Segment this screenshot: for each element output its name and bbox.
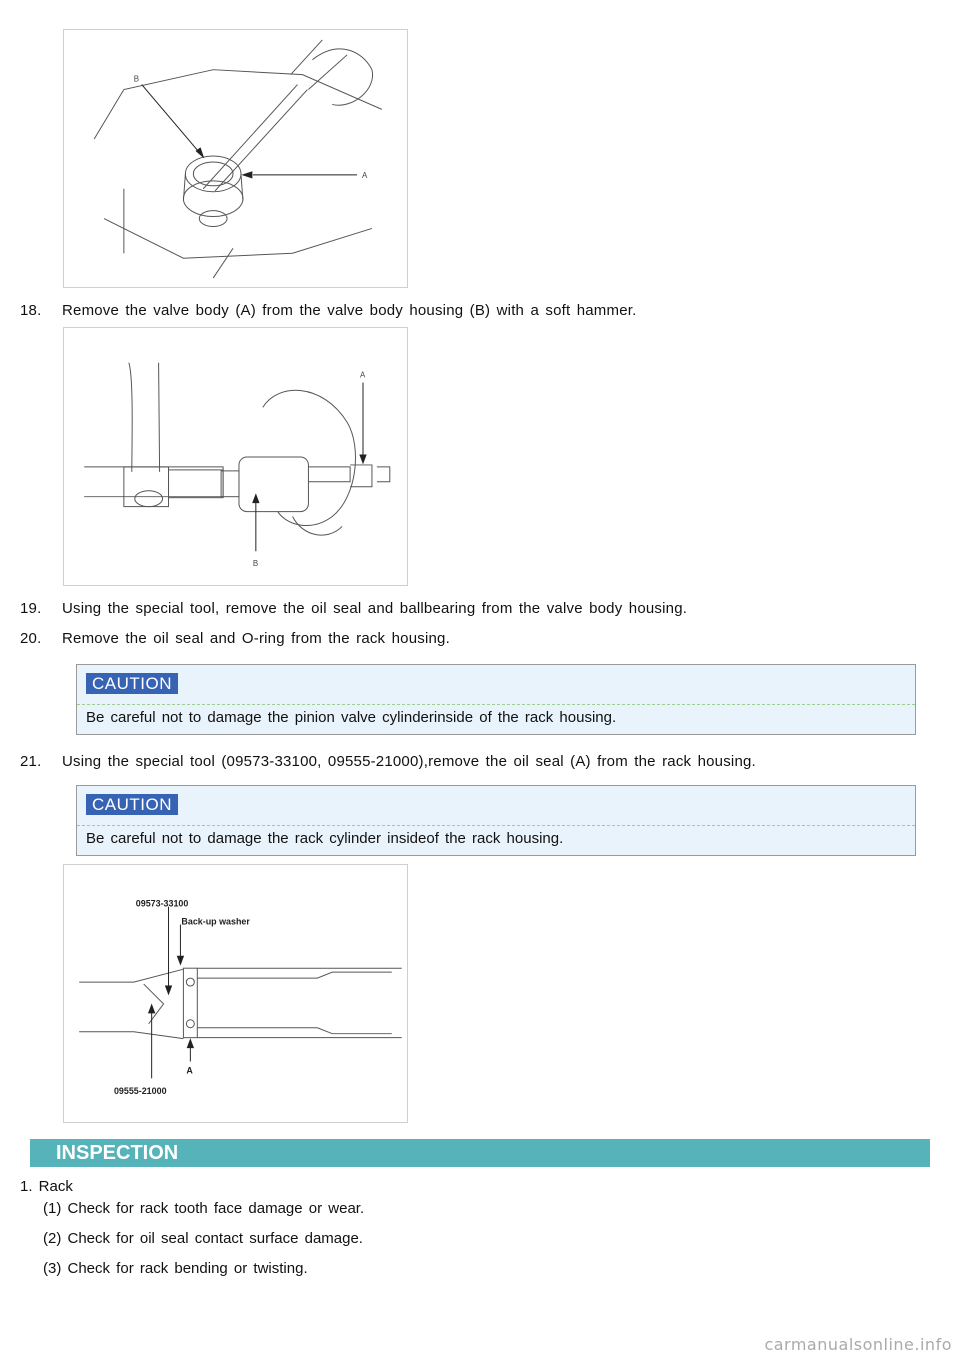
inspection-sub-1: (1) Check for rack tooth face damage or wear. [43,1200,365,1217]
figure-1-label-b: B [133,74,140,84]
step-18-number: 18. [20,302,42,319]
figure-3-illustration [64,865,407,1122]
caution-box-1 [76,664,916,735]
figure-rack-housing-tool [63,327,408,586]
step-19 [20,600,940,618]
figure-3-label-tool-1: 09573-33100 [135,898,189,909]
figure-1-label-a: A [362,170,368,180]
step-20-number: 20. [20,630,42,647]
inspection-sub-3: (3) Check for rack bending or twisting. [43,1260,308,1277]
inspection-item-rack: 1. Rack [20,1178,73,1195]
figure-2-label-a: A [360,370,366,380]
step-21-number: 21. [20,753,42,770]
step-21 [20,753,940,771]
figure-3-label-a: A [186,1065,193,1076]
step-19-number: 19. [20,600,42,617]
caution-badge-2: CAUTION [86,794,178,815]
figure-2-label-b: B [252,559,259,569]
figure-valve-body-removal [63,29,408,288]
figure-3-label-washer: Back-up washer [181,916,250,927]
inspection-sub-2: (2) Check for oil seal contact surface damage. [43,1230,363,1247]
caution-divider-1 [77,704,915,705]
step-18-text: Remove the valve body (A) from the valve body housing (B) with a soft hammer. [62,302,637,319]
figure-1-illustration [64,30,407,287]
figure-3-label-tool-2: 09555-21000 [113,1086,167,1097]
step-18 [20,302,940,320]
caution-badge-1: CAUTION [86,673,178,694]
footer-watermark: carmanualsonline.info [764,1335,952,1354]
step-20-text: Remove the oil seal and O-ring from the rack housing. [62,630,450,647]
caution-box-2 [76,785,916,856]
section-header-inspection: INSPECTION [30,1139,930,1167]
step-21-text: Using the special tool (09573-33100, 09555-21000),remove the oil seal (A) from the rack housing. [62,753,756,770]
step-20 [20,630,940,648]
figure-2-illustration [64,328,407,585]
caution-text-2: Be careful not to damage the rack cylinder insideof the rack housing. [86,830,564,847]
caution-text-1: Be careful not to damage the pinion valve cylinderinside of the rack housing. [86,709,617,726]
step-19-text: Using the special tool, remove the oil seal and ballbearing from the valve body housing. [62,600,688,617]
caution-divider-2 [77,825,915,826]
figure-oil-seal-removal [63,864,408,1123]
